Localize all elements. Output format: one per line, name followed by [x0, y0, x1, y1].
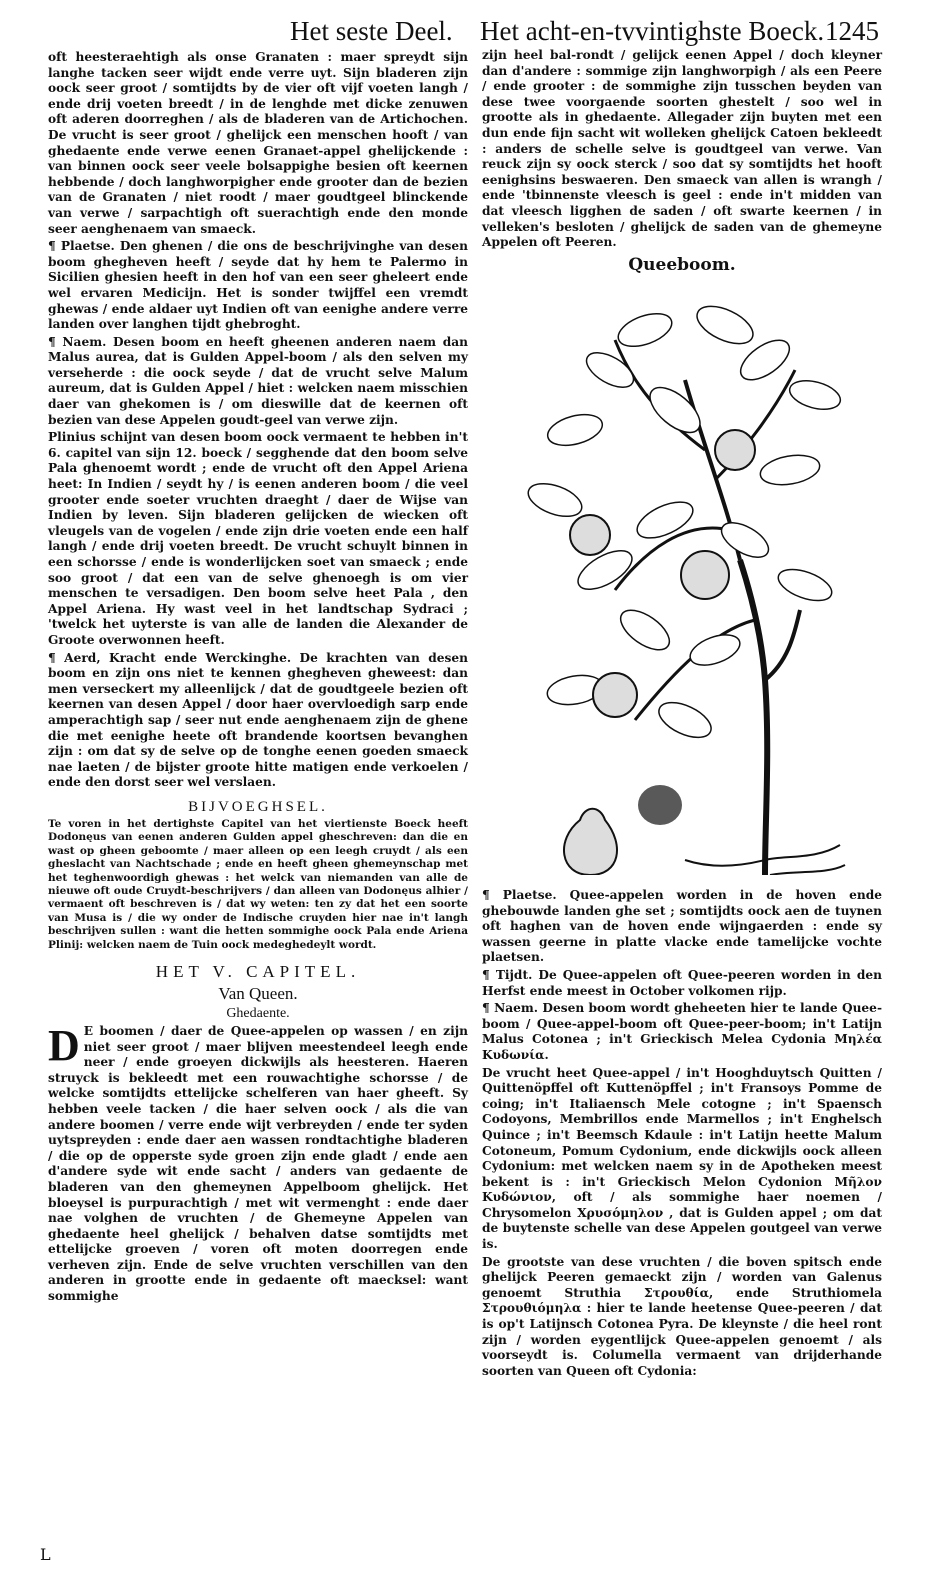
- chapter-text: [48, 1020, 468, 1305]
- figure-title: Queeboom.: [628, 254, 736, 275]
- chapter-subheading: Ghedaente.: [226, 1005, 290, 1021]
- left-column: [48, 50, 468, 1307]
- paragraph-naem: ¶ Naem. Desen boom wordt gheheeten hier te lande Quee-boom / Quee-appel-boom oft Quee-peer-boom; in't Latijn Malus Cotonea ; in't Grieckisch Melea Cydonia Μηλέα Κυδωνία.: [482, 1001, 882, 1062]
- paragraph-plinius: Plinius schijnt van desen boom oock vermaent te hebben in't 6. capitel van sijn 12. boeck / segghende dat den boom selve Pala ghenoemt wordt ; ende de vrucht oft den Appel Ariena heet: In Indien / seydt hy / is eenen anderen boom / die veel grooter ende soeter vruchten draeght / daer de Wijse van Indien by leven. Sijn bladeren gelijcken de wiecken oft vleugels van de vogelen / ende zijn drie voeten ende een half langh / ende drij voeten breedt. De vrucht schuylt binnen in een schorsse / ende is wonderlijcken soet van smaeck ; ende soo groot / dat een van de selve ghenoegh is om vier menschen te versadigen. Den boom selve heet Pala , den Appel Ariena. Hy wast veel in het landtschap Sydraci ; 'twelck het uyterste is van alle de landen die Alexander de Groote overwonnen heeft.: [48, 430, 468, 647]
- drop-cap: D: [48, 1020, 80, 1070]
- right-column: [482, 48, 882, 279]
- margin-marker: L: [40, 1545, 51, 1564]
- quince-tree-woodcut: [515, 300, 860, 875]
- paragraph-plaetse: ¶ Plaetse. Quee-appelen worden in de hoven ende ghebouwde landen ghe set ; somtijdts oock aen de tuynen oft haghen van de hoven ende wijngaerden : ende sy wassen geerne in platte vlacke ende tamelijcke vochte plaetsen.: [482, 888, 882, 965]
- part-title: Het seste Deel.: [290, 16, 453, 46]
- chapter-body: E boomen / daer de Quee-appelen op wassen / en zijn niet seer groot / maer blijven meestendeel leegh ende neer / ende groeyen dickwijls als heesteren. Haeren struyck is bekleedt met een rouwachtighe schorsse / de welcke somtijdts ettelijcke schelferen van haer gheeft. Sy hebben veele tacken / die haer selven oock / als die van andere boomen / verre ende wijt verbreyden / ende ter syden uytspreyden : ende daer aen wassen rondtachtighe bladeren / die op de opperste syde groen zijn ende gladt / ende aen d'andere syde wit ende sacht / anders van gedaente de bladeren van den ghemeynen Appelboom ghelijck. Het bloeysel is purpurachtigh / met wit vermenght : ende daer nae volghen de vruchten / de Ghemeyne Appelen van ghedaente heel ghelijck / behalven datse somtijdts met ettelijcke groeven / voren oft moten doorregen ende verheven zijn. Ende de selve vruchten verschillen van den anderen in grootte ende in gedaente oft maecksel: want sommighe: [48, 1023, 468, 1304]
- page-header: [0, 10, 950, 46]
- paragraph-tijdt: ¶ Tijdt. De Quee-appelen oft Quee-peeren worden in den Herfst ende meest in October volkomen rijp.: [482, 967, 882, 998]
- bijvoeghsel-text: Te voren in het dertighste Capitel van het viertienste Boeck heeft Dodonęus van eenen anderen Gulden appel gheschreven: dan die en wast op gheen geboomte / maer alleen op een leegh cruydt / als een gheslacht van Nachtschade ; ende en heeft gheen ghemeynschap met het teghenwoordigh ghewas : het welck van niemanden van alle de nieuwe oft oude Cruydt-beschrijvers / dan alleen van Dodonęus alhier / vermaent oft beschreven is / dat wy weten: ten zy dat het een soorte van Musa is / die wy onder de Indische cruyden hier nae in't langh beschrijven sullen : want die hetten sommighe oock Pala ende Ariena Plinij: welcken naem de Tuin oock medeghedeylt wordt.: [48, 817, 468, 951]
- paragraph-aerd: ¶ Aerd, Kracht ende Werckinghe. De krachten van desen boom en zijn ons niet te kennen ghegheven gheweest: dan men verseckert my alleenlijck / dat de goudtgeele bezien oft keernen van desen Appel / door haer overvloedigh sarp ende amperachtigh sap / seer nut ende aenghenaem zijn de ghene die met eenighe heete oft brandende koortsen bevanghen zijn : om dat sy de selve op de tonghe eenen goeden smaeck nae laeten / de bijster groote hitte matigen ende verkoelen / ende den dorst seer wel verslaen.: [48, 650, 468, 790]
- paragraph-vrucht: De vrucht heet Quee-appel / in't Hooghduytsch Quitten / Quittenöpffel oft Kuttenöpffel ; in't Fransoys Pomme de coing; in't Italiaensch Mele cotogne ; in't Spaensch Codoyons, Membrillos ende Marmellos ; in't Enghelsch Quince ; in't Beemsch Kdaule : in't Latijn heette Malum Cotoneum, Pomum Cydonium, ende dickwijls oock alleen Cydonium: met welcken naem sy in de Apotheken meest bekent is : in't Grieckisch Melon Cydonion Μῆλον Κυδώνιον, oft / als sommighe haer noemen / Chrysomelon Χρυσόμηλον , dat is Gulden appel ; om dat de buytenste schelle van dese Appelen goutgeel van verwe is.: [482, 1065, 882, 1252]
- paragraph-top: zijn heel bal-rondt / gelijck eenen Appel / doch kleyner dan d'andere : sommige zijn langhworpigh / als een Peere / ende grooter : de sommighe zijn tusschen beyden van dese twee voorgaende soorten ghestelt / soo wel in grootte als in ghedaente. Allegader zijn buyten met een dun ende fijn sacht wit wolleken ghelijck Catoen bekleedt : anders de schelle selve is goudtgeel van verwe. Van reuck zijn sy oock sterck / soo dat sy somtijdts het hooft eenighsins beswaeren. Den smaeck van allen is wrangh / ende 'tbinnenste vleesch is geel : ende in't midden van dat vleesch ligghen de saden / oft swarte keernen / in velleken's besloten / ghelijck de saden van de ghemeyne Appelen oft Peeren.: [482, 48, 882, 250]
- chapter-heading: HET V. CAPITEL.: [155, 961, 361, 981]
- page-number: 1245: [825, 16, 879, 46]
- chapter-title: Van Queen.: [218, 983, 298, 1003]
- paragraph-naem: ¶ Naem. Desen boom en heeft gheenen anderen naem dan Malus aurea, dat is Gulden Appel-boom / als den selven my verseherde : die oock seyde / dat de vrucht selve Malum aureum, dat is Gulden Appel / hiet : welcken naem misschien daer van ghekomen is / om dieswille dat de keernen oft bezien van dese Appelen goudt-geel van verwe zijn.: [48, 334, 468, 427]
- bijvoeghsel-heading: BIJVOEGHSEL.: [188, 798, 328, 815]
- paragraph-plaetse: ¶ Plaetse. Den ghenen / die ons de beschrijvinghe van desen boom ghegheven heeft / seyde dat hy hem te Palermo in Sicilien ghesien heeft in den hof van een seer gheleert ende wel ervaren Medicijn. Het is sonder twijffel een vremdt ghewas / ende aldaer uyt Indien oft van eenighe andere verre landen over langhen tijdt ghebroght.: [48, 239, 468, 332]
- book-title: Het acht-en-tvvintighste Boeck.: [480, 16, 825, 46]
- paragraph-grootste: De grootste van dese vruchten / die boven spitsch ende ghelijck Peeren gemaeckt zijn / worden van Galenus genoemt Struthia Στρουθία, ende Struthiomela Στρουθιόμηλα : hier te lande heetense Quee-peeren / dat is op't Latijnsch Cotonea Pyra. De kleynste / die heel ront zijn / worden eygentlijck Quee-appelen genoemt / als voorseydt is. Columella vermaent van drijderhande soorten van Queen oft Cydonia:: [482, 1254, 882, 1378]
- right-column-lower: [482, 888, 882, 1381]
- paragraph: oft heesteraehtigh als onse Granaten : maer spreydt sijn langhe tacken seer wijdt ende verre uyt. Sijn bladeren zijn oock seer groot / somtijdts by de vier oft vijf voeten langh / ende drij voeten breedt / in de lenghde met dicke zenuwen oft aderen doorreghen / als de bladeren van de Artichochen. De vrucht is seer groot / ghelijck een menschen hooft / van ghedaente ende verwe eenen Granaet-appel ghelijckende : van binnen oock seer veele bolsappighe besien oft keernen hebbende / doch langhworpigher ende grooter dan de bezien van de Granaten / niet roodt / maer goudtgeel blinckende van verwe / sarpachtigh oft suerachtigh ende den monde seer aenghenaem van smaeck.: [48, 50, 468, 236]
